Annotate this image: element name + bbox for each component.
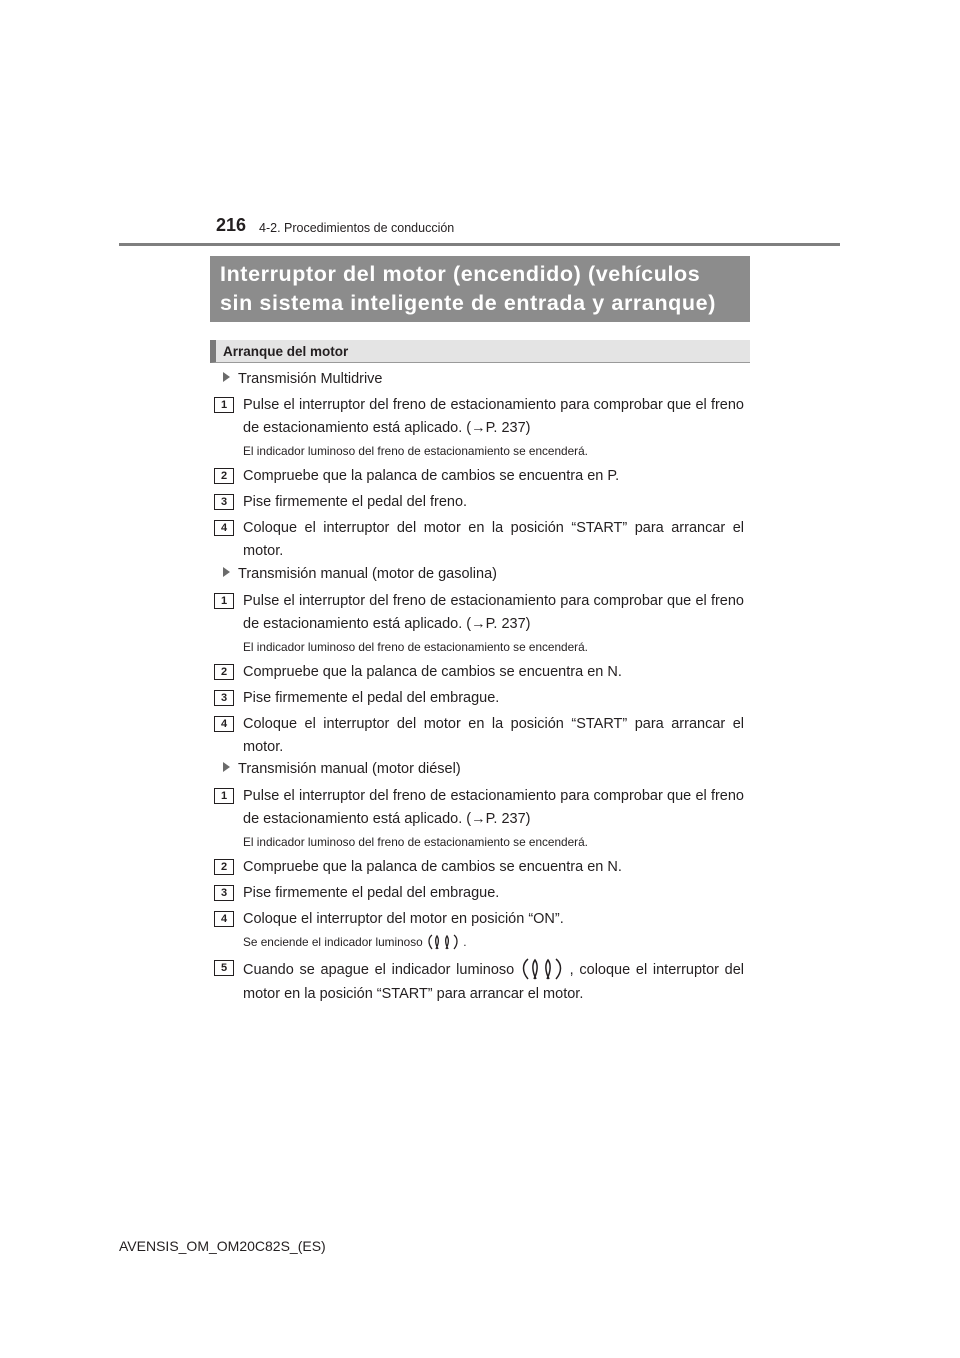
triangle-bullet-icon xyxy=(223,372,230,382)
glow-plug-indicator-icon xyxy=(426,933,460,953)
step-text-start: Cuando se apague el indicador luminoso xyxy=(243,961,515,978)
step-number: 5 xyxy=(214,960,234,976)
step-text xyxy=(243,957,744,1006)
step-text: Coloque el interruptor del motor en posición “ON”. xyxy=(243,911,564,927)
section-heading-manual-gasoline: Transmisión manual (motor de gasolina) xyxy=(223,566,497,582)
step-text: Pise firmemente el pedal del freno. xyxy=(243,494,468,510)
step-text: Coloque el interruptor del motor en la posición “START” para arrancar el motor. xyxy=(243,520,744,559)
subheading-text: Arranque del motor xyxy=(223,344,349,359)
step-text: Coloque el interruptor del motor en la posición “START” para arrancar el motor. xyxy=(243,716,744,755)
footer-document-code: AVENSIS_OM_OM20C82S_(ES) xyxy=(119,1238,326,1254)
step-note: El indicador luminoso del freno de estacionamiento se encenderá. xyxy=(243,835,588,849)
step-number: 4 xyxy=(214,520,234,536)
note-text-end: . xyxy=(463,935,467,950)
step-text-end: , coloque el interruptor del motor en la posición “START” para arrancar el motor. xyxy=(243,961,745,1002)
step-number: 2 xyxy=(214,468,234,484)
step-text: Compruebe que la palanca de cambios se encuentra en N. xyxy=(243,859,622,875)
step-text: Pulse el interruptor del freno de estacionamiento para comprobar que el freno de estacionamiento está aplicado. (→P. 237) xyxy=(243,593,744,632)
triangle-bullet-icon xyxy=(223,567,230,577)
step-number: 4 xyxy=(214,716,234,732)
title-line-2: sin sistema inteligente de entrada y arranque) xyxy=(220,291,716,315)
step-text: Pulse el interruptor del freno de estacionamiento para comprobar que el freno de estacionamiento está aplicado. (→P. 237) xyxy=(243,788,744,827)
step-number: 3 xyxy=(214,690,234,706)
step-number: 1 xyxy=(214,788,234,804)
step-number: 3 xyxy=(214,885,234,901)
step-number: 2 xyxy=(214,664,234,680)
step-number: 1 xyxy=(214,593,234,609)
step-number: 2 xyxy=(214,859,234,875)
step-text: Pise firmemente el pedal del embrague. xyxy=(243,885,500,901)
page-number: 216 xyxy=(216,215,247,235)
triangle-bullet-icon xyxy=(223,762,230,772)
step-text: Compruebe que la palanca de cambios se encuentra en P. xyxy=(243,468,620,484)
section-heading-manual-diesel: Transmisión manual (motor diésel) xyxy=(223,761,461,777)
step-number: 4 xyxy=(214,911,234,927)
step-number: 3 xyxy=(214,494,234,510)
section-title-box xyxy=(210,256,750,322)
title-line-1: Interruptor del motor (encendido) (vehículos xyxy=(220,262,701,286)
step-number: 1 xyxy=(214,397,234,413)
step-note: El indicador luminoso del freno de estacionamiento se encenderá. xyxy=(243,640,588,654)
section-heading-multidrive: Transmisión Multidrive xyxy=(223,371,383,387)
glow-plug-indicator-icon xyxy=(520,957,564,983)
chapter-title: 4-2. Procedimientos de conducción xyxy=(259,221,455,235)
subheading-bar xyxy=(210,340,750,363)
step-text: Compruebe que la palanca de cambios se encuentra en N. xyxy=(243,664,622,680)
step-text: Pulse el interruptor del freno de estacionamiento para comprobar que el freno de estacionamiento está aplicado. (→P. 237) xyxy=(243,397,744,436)
step-note: El indicador luminoso del freno de estacionamiento se encenderá. xyxy=(243,444,588,458)
header-divider xyxy=(119,243,840,246)
step-note xyxy=(243,933,744,953)
step-text: Pise firmemente el pedal del embrague. xyxy=(243,690,500,706)
note-text: Se enciende el indicador luminoso xyxy=(243,935,423,950)
